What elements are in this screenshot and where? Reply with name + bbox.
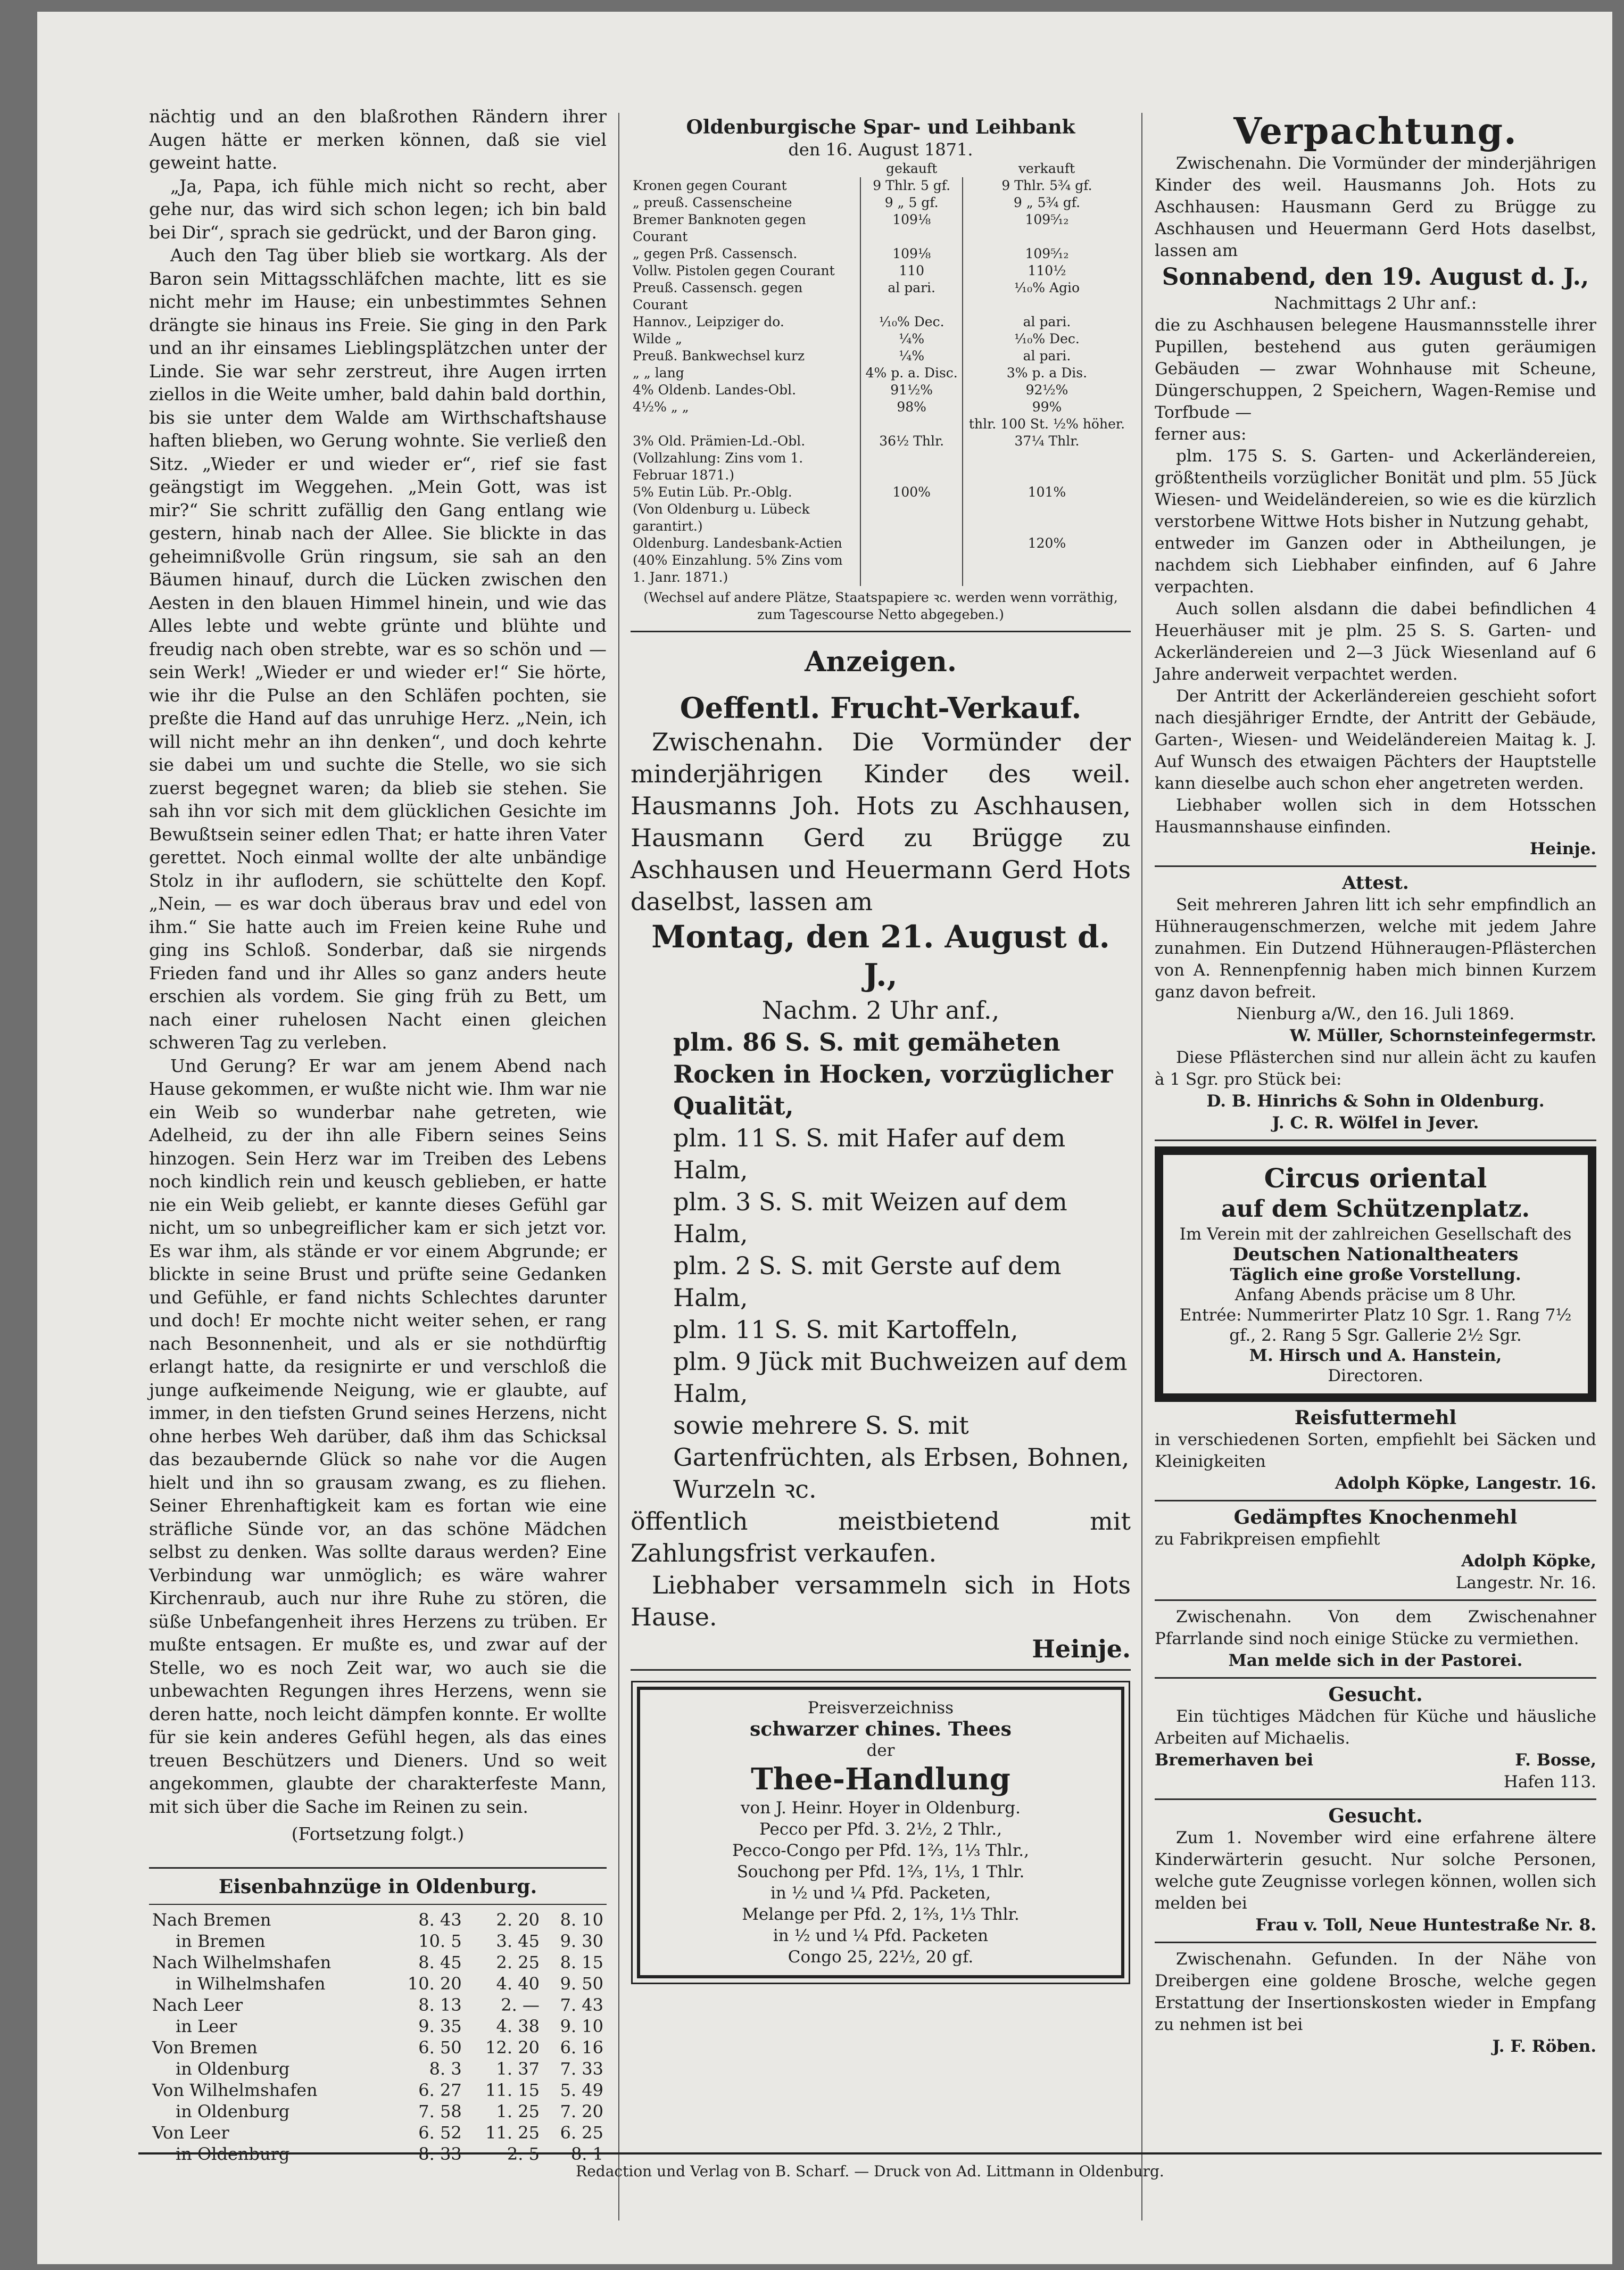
- bank-head-bought: gekauft: [886, 161, 938, 176]
- bank-row: [631, 194, 1131, 211]
- thee-price: Congo 25, 22½, 20 gf.: [788, 1947, 974, 1967]
- bank-rate: ¹⁄₁₀% Agio: [963, 279, 1131, 313]
- railway-route: in Oldenburg: [176, 2058, 290, 2079]
- bank-rate: [860, 501, 963, 535]
- bank-row: [631, 399, 1131, 416]
- attest-note: Diese Pflästerchen sind nur allein ächt zu kaufen à 1 Sgr. pro Stück bei:: [1155, 1048, 1596, 1089]
- circus-title: Circus oriental: [1264, 1162, 1487, 1194]
- railway-time: 6. 16: [560, 2037, 603, 2058]
- reisfutter-text: in verschiedenen Sorten, empfiehlt bei Säcken und Kleinigkeiten: [1155, 1430, 1596, 1471]
- railway-time: 2. 20: [496, 1909, 540, 1930]
- bank-rate: thlr. 100 St. ½% höher.: [963, 416, 1131, 433]
- thee-price: in ½ und ¼ Pfd. Packeten: [773, 1926, 989, 1945]
- bank-item: Wilde „: [633, 331, 682, 346]
- frucht-time: Nachm. 2 Uhr anf.,: [761, 996, 1000, 1025]
- railway-route: in Oldenburg: [176, 2143, 290, 2164]
- column-3: [1155, 110, 1596, 2058]
- bank-rate: 109⁵⁄₁₂: [963, 245, 1131, 262]
- bank-rate: ¹⁄₁₀% Dec.: [860, 313, 963, 331]
- bank-rate: 109⅛: [860, 245, 963, 262]
- bank-item: „ gegen Prß. Cassensch.: [633, 246, 798, 261]
- bank-rate: ¹⁄₁₀% Dec.: [963, 331, 1131, 348]
- railway-time: 8. 13: [418, 1994, 462, 2015]
- gefunden-signer: J. F. Röben.: [1492, 2037, 1596, 2056]
- railway-route: Von Wilhelmshafen: [152, 2079, 318, 2100]
- bank-item: Vollw. Pistolen gegen Courant: [633, 263, 835, 278]
- railway-row: [149, 1994, 607, 2016]
- railway-route: Nach Bremen: [152, 1909, 271, 1930]
- railway-time: 7. 58: [418, 2101, 462, 2122]
- railway-time: 9. 30: [560, 1930, 603, 1951]
- bank-item: 3% Old. Prämien-Ld.-Obl.: [633, 433, 806, 449]
- bank-item: „ preuß. Cassenscheine: [633, 195, 792, 210]
- bank-date: den 16. August 1871.: [788, 139, 973, 160]
- attest-seller: J. C. R. Wölfel in Jever.: [1272, 1113, 1479, 1133]
- newspaper-page: [37, 12, 1612, 2264]
- verpachtung-time: Nachmittags 2 Uhr anf.:: [1274, 294, 1477, 313]
- circus-subtitle: auf dem Schützenplatz.: [1221, 1195, 1530, 1223]
- railway-time: 8. 33: [418, 2143, 462, 2164]
- bank-rate: 110½: [963, 262, 1131, 279]
- bank-rate: ¼%: [860, 348, 963, 365]
- railway-time: 8. 43: [418, 1909, 462, 1930]
- bank-row: [631, 552, 1131, 586]
- bank-row: [631, 484, 1131, 501]
- verpachtung-body: Auch sollen alsdann die dabei befindlichen 4 Heuerhäuser mit je plm. 25 S. S. Garten- und Ackerländereien und 2—3 Jück Wiesenland auf 6 Jahre anderweit verpachtet werden.: [1155, 599, 1596, 684]
- gesucht-text: Zum 1. November wird eine erfahrene ältere Kinderwärterin gesucht. Nur solche Personen, welche gute Zeugnisse vorlegen können, wollen sich melden bei: [1155, 1828, 1596, 1913]
- bank-rate: 9 „ 5¾ gf.: [963, 194, 1131, 211]
- railway-time: 8. 45: [418, 1952, 462, 1972]
- bank-head-sold: verkauft: [1018, 161, 1075, 176]
- gesucht-line: [1155, 1749, 1596, 1771]
- railway-time: 8. 10: [560, 1909, 603, 1930]
- frucht-item: plm. 3 S. S. mit Weizen auf dem Halm,: [673, 1187, 1067, 1248]
- bank-rate: al pari.: [963, 348, 1131, 365]
- frucht-item: plm. 2 S. S. mit Gerste auf dem Halm,: [673, 1251, 1062, 1312]
- bank-rate: al pari.: [860, 279, 963, 313]
- pfarre-text: Zwischenahn. Von dem Zwischenahner Pfarrlande sind noch einige Stücke zu vermiethen.: [1155, 1607, 1596, 1648]
- thee-price: in ½ und ¼ Pfd. Packeten,: [770, 1884, 991, 1903]
- bank-rate: 101%: [963, 484, 1131, 501]
- bank-note: (Wechsel auf andere Plätze, Staatspapiere ꝛc. werden wenn vorräthig, zum Tagescourse Netto abgegeben.): [643, 590, 1118, 622]
- gesucht-place: Bremerhaven bei: [1155, 1751, 1313, 1770]
- bank-row: [631, 262, 1131, 279]
- bank-rate: [860, 416, 963, 433]
- railway-row: [149, 2037, 607, 2058]
- bank-item: Hannov., Leipziger do.: [633, 314, 784, 329]
- attest-signer: W. Müller, Schornsteinfegermstr.: [1289, 1026, 1596, 1045]
- thee-owner: von J. Heinr. Hoyer in Oldenburg.: [741, 1798, 1021, 1818]
- bank-row: [631, 433, 1131, 450]
- bank-rate: 9 Thlr. 5 gf.: [860, 177, 963, 194]
- frucht-ad: [631, 690, 1131, 1665]
- railway-time: 9. 35: [418, 2016, 462, 2036]
- railway-time: 6. 25: [560, 2122, 603, 2143]
- bank-rate: [963, 501, 1131, 535]
- railway-time: 2. 25: [496, 1952, 540, 1972]
- bank-rate: [860, 552, 963, 586]
- verpachtung-intro: Zwischenahn. Die Vormünder der minderjährigen Kinder des weil. Hausmanns Joh. Hots zu Aschhausen: Hausmann Gerd zu Brügge zu Aschhausen und Heuermann Gerd Hots daselbst, lassen am: [1155, 154, 1596, 260]
- bank-item: Oldenburg. Landesbank-Actien: [633, 535, 842, 551]
- thee-line2: schwarzer chines. Thees: [750, 1718, 1012, 1740]
- gefunden-text: Zwischenahn. Gefunden. In der Nähe von Dreibergen eine goldene Brosche, welche gegen Erstattung der Insertionskosten wieder in Empfang zu nehmen ist bei: [1155, 1950, 1596, 2034]
- bank-row: [631, 331, 1131, 348]
- railway-time: 3. 45: [496, 1930, 540, 1951]
- knochen-text: zu Fabrikpreisen empfiehlt: [1155, 1530, 1380, 1549]
- thee-ad: [637, 1687, 1124, 1978]
- circus-line: Anfang Abends präcise um 8 Uhr.: [1234, 1285, 1517, 1305]
- frucht-item: plm. 9 Jück mit Buchweizen auf dem Halm,: [673, 1347, 1128, 1408]
- railway-table: [149, 1909, 607, 2165]
- railway-route: in Leer: [176, 2016, 237, 2036]
- knochen-address: Langestr. Nr. 16.: [1455, 1573, 1596, 1592]
- railway-time: 9. 50: [560, 1973, 603, 1994]
- bank-rate: 36½ Thlr.: [860, 433, 963, 450]
- railway-time: 8. 3: [429, 2058, 462, 2079]
- column-2: [631, 115, 1131, 1978]
- verpachtung-body: ferner aus:: [1155, 425, 1247, 444]
- railway-time: 2. 5: [507, 2143, 540, 2164]
- story-paragraph: „Ja, Papa, ich fühle mich nicht so recht, aber gehe nur, das wird sich schon legen; ich bin bald bei Dir“, sprach sie gedrückt, und der Baron ging.: [149, 175, 607, 243]
- frucht-title: Oeffentl. Frucht-Verkauf.: [680, 691, 1082, 725]
- railway-time: 7. 20: [560, 2101, 603, 2122]
- thee-line1: Preisverzeichniss: [807, 1698, 954, 1718]
- bank-row: [631, 535, 1131, 552]
- frucht-intro: Zwischenahn. Die Vormünder der minderjährigen Kinder des weil. Hausmanns Joh. Hots zu Aschhausen, Hausmann Gerd zu Brügge zu Aschhausen und Heuermann Gerd Hots daselbst, lassen am: [631, 728, 1131, 916]
- railway-row: [149, 1930, 607, 1952]
- bank-rate: 120%: [963, 535, 1131, 552]
- frucht-item: plm. 11 S. S. mit Hafer auf dem Halm,: [673, 1124, 1066, 1184]
- bank-item: 4% Oldenb. Landes-Obl.: [633, 382, 797, 398]
- story-paragraph: nächtig und an den blaßrothen Rändern ihrer Augen hätte er merken können, daß sie viel geweint hatte.: [149, 106, 607, 173]
- railway-time: 10. 20: [407, 1973, 462, 1994]
- railway-row: [149, 1909, 607, 1930]
- railway-row: [149, 2016, 607, 2037]
- railway-time: 7. 43: [560, 1994, 603, 2015]
- knochen-title: Gedämpftes Knochenmehl: [1233, 1506, 1518, 1529]
- column-1: [149, 105, 607, 2165]
- railway-time: 1. 25: [496, 2101, 540, 2122]
- verpachtung-body: entweder im Ganzen oder in Abtheilungen, je nachdem sich Liebhaber einfinden, auf 6 Jahre verpachten.: [1155, 534, 1596, 597]
- bank-row: [631, 501, 1131, 535]
- bank-row: [631, 365, 1131, 382]
- continuation-note: (Fortsetzung folgt.): [291, 1823, 465, 1844]
- bank-rate: 110: [860, 262, 963, 279]
- bank-item: „ „ lang: [633, 365, 684, 381]
- railway-route: Nach Wilhelmshafen: [152, 1952, 332, 1972]
- bank-rate: 109⁵⁄₁₂: [963, 211, 1131, 245]
- verpachtung-body: plm. 175 S. S. Garten- und Ackerländereien, größtentheils vorzüglicher Bonität und plm. 55 Jück Wiesen- und Weideländereien, so wie es die kürzlich verstorbene Wittwe Hots bisher in Nutzung gehabt,: [1155, 447, 1596, 531]
- footer-imprint: Redaction und Verlag von B. Scharf. — Druck von Ad. Littmann in Oldenburg.: [576, 2162, 1164, 2180]
- verpachtung-body: Der Antritt der Ackerländereien geschieht sofort nach diesjähriger Erndte, der Antritt der Gebäude, Garten-, Wiesen- und Weideländereien Maitag k. J. Auf Wunsch des etwaigen Pächters der Hauptstelle kann dieselbe auch schon eher angetreten werden.: [1155, 687, 1596, 793]
- attest-text: Seit mehreren Jahren litt ich sehr empfindlich an Hühneraugenschmerzen, welche mit jedem Jahre zunahmen. Ein Dutzend Hühneraugen-Pflästerchen von A. Rennenpfennig haben mich binnen Kurzem ganz davon befreit.: [1155, 895, 1596, 1002]
- bank-title: Oldenburgische Spar- und Leihbank: [686, 116, 1075, 138]
- railway-row: [149, 2058, 607, 2079]
- pfarre-bold: Man melde sich in der Pastorei.: [1228, 1651, 1523, 1670]
- bank-item: Bremer Banknoten gegen Courant: [633, 212, 806, 244]
- railway-time: 9. 10: [560, 2016, 603, 2036]
- railway-route: in Wilhelmshafen: [176, 1973, 326, 1994]
- frucht-signature: Heinje.: [1032, 1635, 1131, 1663]
- bank-rate: [860, 535, 963, 552]
- railway-route: Nach Leer: [152, 1994, 243, 2015]
- railway-route: in Bremen: [176, 1930, 266, 1951]
- bank-rate: 99%: [963, 399, 1131, 416]
- railway-time: 5. 49: [560, 2079, 603, 2100]
- bank-item: Kronen gegen Courant: [633, 178, 787, 193]
- bank-row: [631, 382, 1131, 399]
- bank-row: [631, 416, 1131, 433]
- bank-item: Preuß. Cassensch. gegen Courant: [633, 280, 803, 312]
- railway-time: 8. 1: [570, 2143, 603, 2164]
- bank-item: Preuß. Bankwechsel kurz: [633, 348, 805, 364]
- railway-time: 4. 40: [496, 1973, 540, 1994]
- thee-price: Melange per Pfd. 2, 1⅔, 1⅓ Thlr.: [742, 1905, 1020, 1924]
- circus-directors-title: Directoren.: [1328, 1366, 1423, 1385]
- bank-rate: 109⅛: [860, 211, 963, 245]
- railway-row: [149, 2122, 607, 2143]
- story-paragraph: Auch den Tag über blieb sie wortkarg. Als der Baron sein Mittagsschläfchen machte, litt es sie nicht mehr im Hause; ein unbestimmtes Sehnen drängte sie hinaus ins Freie. Sie ging in den Park und an ihr einsames Lieblingsplätzchen unter der Linde. Sie war sehr zerstreut, ihre Augen irrten ziellos in die Weite umher, bald dahin bald dorthin, bis sie unter dem Walde am Wirthschaftshause haften blieben, wo Gerung wohnte. Sie verließ den Sitz. „Wieder er und wieder er“, rief sie fast geängstigt im Weggehen. „Mein Gott, was ist mir?“ Sie schritt zufällig den Gang entlang wie gestern, hinab nach der Allee. Sie blickte in das geheimnißvolle Grün ringsum, sie sah an den Bäumen hinauf, durch die Lücken zwischen den Aesten in den blauen Himmel hinein, und wie das Alles lebte und webte grünte und blühte und freudig nach oben strebte, war es so schön und — sein Werk! „Wieder er und wieder er!“ Sie hörte, wie ihr die Pulse an den Schläfen pochten, sie preßte die Hand auf das unruhige Herz. „Nein, ich will nicht mehr an ihn denken“, und doch kehrte sie dabei um und suchte die Stelle, wo sie sich zuerst begegnet waren; da blieb sie stehen. Sie sah ihn vor sich mit dem glücklichen Gesichte im Bewußtsein seiner edlen That; er hatte ihren Vater gerettet. Noch einmal wollte der alte unbändige Stolz in ihr auflodern, sie schüttelte den Kopf. „Nein, — es war doch überaus brav und edel von ihm.“ Sie hatte auch im Freien keine Ruhe und ging ins Schloß. Sonderbar, daß sie nirgends Frieden fand und ihr Alles so ganz anders heute erschien als vordem. Sie ging früh zu Bett, um nach einer ruhelosen Nacht einen gleichen schweren Tag zu verleben.: [149, 245, 607, 1053]
- bank-item: 5% Eutin Lüb. Pr.-Oblg.: [633, 484, 792, 500]
- bank-rate: 9 Thlr. 5¾ gf.: [963, 177, 1131, 194]
- frucht-item: sowie mehrere S. S. mit Gartenfrüchten, als Erbsen, Bohnen, Wurzeln ꝛc.: [673, 1411, 1130, 1504]
- frucht-item: plm. 86 S. S. mit gemäheten Rocken in Hocken, vorzüglicher Qualität,: [673, 1028, 1113, 1120]
- railway-route: Von Bremen: [152, 2037, 258, 2058]
- railway-time: 12. 20: [485, 2037, 540, 2058]
- railway-row: [149, 2101, 607, 2122]
- railway-route: in Oldenburg: [176, 2101, 290, 2122]
- bank-rate: al pari.: [963, 313, 1131, 331]
- gesucht-address: Hafen 113.: [1503, 1772, 1596, 1792]
- railway-time: 8. 15: [560, 1952, 603, 1972]
- gesucht-signer: Frau v. Toll, Neue Huntestraße Nr. 8.: [1255, 1916, 1596, 1935]
- reisfutter-title: Reisfuttermehl: [1294, 1407, 1457, 1429]
- story-paragraph: Und Gerung? Er war am jenem Abend nach Hause gekommen, er wußte nicht wie. Ihm war nie ein Weib so wunderbar nahe getreten, wie Adelheid, zu der ihn alle Fibern seines Seins hinzogen. Sein Herz war im Treiben des Lebens noch kindlich rein und keusch geblieben, er hatte nie ein Weib geliebt, er kannte dieses Gefühl gar nicht, um so unbegreiflicher kam er sich jetzt vor. Es war ihm, als stände er vor einem Abgrunde; er blickte in seine Brust und prüfte seine Gedanken und Gefühle, er fand nichts Schlechtes darunter und doch! Er mochte nicht weiter sehen, er rang nach Besonnenheit, und als er sie nothdürftig erlangt hatte, da resignirte er und verschloß die junge aufkeimende Neigung, wie er glaubte, auf immer, in den tiefsten Grund seines Herzens, nicht ohne herbes Weh darüber, daß ihm das Schicksal das bezaubernde Glück so nahe vor die Augen hielt und ihn so grausam zwang, es zu fliehen. Seiner Ehrenhaftigkeit kam es fortan wie eine sträfliche Sünde vor, an das schöne Mädchen selbst zu denken. Was sollte daraus werden? Eine Verbindung war unmöglich; es wäre wahrer Kirchenraub, auch nur ihre Ruhe zu stören, die süße Unbefangenheit ihres Herzens zu trüben. Er mußte entsagen. Er mußte es, und zwar auf der Stelle, wo es noch Zeit war, wo auch sie die unbewachten Regungen ihres Herzens, wenn sie deren hatte, noch leicht dämpfen konnte. Er wollte für sie kein anderes Gefühl hegen, als das eines treuen Beschützers und Dieners. Und so weit angekommen, glaubte der charakterfeste Mann, mit sich über die Sache im Reinen zu sein.: [149, 1055, 607, 1817]
- railway-route: Von Leer: [152, 2122, 229, 2143]
- bank-rate: 9 „ 5 gf.: [860, 194, 963, 211]
- railway-time: 4. 38: [496, 2016, 540, 2036]
- bank-rate: 4% p. a. Disc.: [860, 365, 963, 382]
- bank-rate: 3% p. a Dis.: [963, 365, 1131, 382]
- railway-row: [149, 1973, 607, 1994]
- bank-item: 4½% „ „: [633, 399, 689, 415]
- railway-title: Eisenbahnzüge in Oldenburg.: [218, 1875, 537, 1898]
- railway-time: 6. 50: [418, 2037, 462, 2058]
- frucht-date: Montag, den 21. August d. J.,: [651, 919, 1110, 993]
- frucht-item: plm. 11 S. S. mit Kartoffeln,: [673, 1315, 1018, 1344]
- frucht-closing: Liebhaber versammeln sich in Hots Hause.: [631, 1571, 1131, 1631]
- thee-title: Thee-Handlung: [751, 1762, 1010, 1797]
- bank-row: [631, 177, 1131, 194]
- bank-rates-table: [631, 160, 1131, 586]
- circus-ad: [1155, 1146, 1596, 1402]
- verpachtung-body: die zu Aschhausen belegene Hausmannsstelle ihrer Pupillen, bestehend aus guten geräumigen Gebäuden — zwar Wohnhause mit Scheune, Düngerschuppen, 2 Speichern, Wagen-Remise und Torfbude —: [1155, 316, 1596, 422]
- circus-directors: M. Hirsch und A. Hanstein,: [1249, 1346, 1502, 1365]
- column-divider: [1141, 113, 1142, 2221]
- bank-item: [631, 416, 860, 433]
- bank-rate: 92½%: [963, 382, 1131, 399]
- attest-title: Attest.: [1342, 872, 1409, 894]
- circus-line: Deutschen Nationaltheaters: [1232, 1244, 1519, 1265]
- circus-line: Entrée: Nummerirter Platz 10 Sgr. 1. Rang 7½ gf., 2. Rang 5 Sgr. Gallerie 2½ Sgr.: [1179, 1306, 1572, 1345]
- bank-rate: [963, 450, 1131, 484]
- bank-row: [631, 245, 1131, 262]
- bank-rate: 37¼ Thlr.: [963, 433, 1131, 450]
- gesucht-title: Gesucht.: [1328, 1805, 1423, 1827]
- railway-time: 7. 33: [560, 2058, 603, 2079]
- footer-rule: [138, 2152, 1602, 2155]
- ads-heading: Anzeigen.: [805, 646, 957, 678]
- attest-seller: D. B. Hinrichs & Sohn in Oldenburg.: [1206, 1092, 1545, 1111]
- circus-line: Im Verein mit der zahlreichen Gesellschaft des: [1179, 1225, 1572, 1244]
- verpachtung-body: Liebhaber wollen sich in dem Hotsschen Hausmannshause einfinden.: [1155, 796, 1596, 837]
- thee-prices: [650, 1819, 1112, 1968]
- railway-time: 1. 37: [496, 2058, 540, 2079]
- bank-row: [631, 313, 1131, 331]
- bank-rate: [860, 450, 963, 484]
- railway-time: 6. 52: [418, 2122, 462, 2143]
- attest-date: Nienburg a/W., den 16. Juli 1869.: [1236, 1004, 1515, 1023]
- railway-row: [149, 1952, 607, 1973]
- circus-line: Täglich eine große Vorstellung.: [1230, 1265, 1521, 1284]
- railway-time: 10. 5: [418, 1930, 462, 1951]
- bank-rate: [963, 552, 1131, 586]
- bank-rate: 98%: [860, 399, 963, 416]
- gesucht-text: Ein tüchtiges Mädchen für Küche und häusliche Arbeiten auf Michaelis.: [1155, 1707, 1596, 1748]
- bank-row: [631, 279, 1131, 313]
- bank-item: (Vollzahlung: Zins vom 1. Februar 1871.): [633, 450, 803, 483]
- bank-rate: 91½%: [860, 382, 963, 399]
- railway-row: [149, 2079, 607, 2101]
- frucht-outro: öffentlich meistbietend mit Zahlungsfrist verkaufen.: [631, 1507, 1131, 1567]
- railway-time: 11. 25: [485, 2122, 540, 2143]
- column-divider: [618, 113, 619, 2221]
- thee-price: Pecco-Congo per Pfd. 1⅔, 1⅓ Thlr.,: [732, 1841, 1029, 1860]
- bank-row: [631, 450, 1131, 484]
- thee-line3: der: [866, 1741, 895, 1760]
- verpachtung-date: Sonnabend, den 19. August d. J.,: [1162, 263, 1589, 291]
- verpachtung-signature: Heinje.: [1529, 839, 1596, 859]
- bank-item: (40% Einzahlung. 5% Zins vom 1. Janr. 1871.): [633, 552, 843, 585]
- gesucht-title: Gesucht.: [1328, 1683, 1423, 1706]
- knochen-signer: Adolph Köpke,: [1461, 1551, 1596, 1571]
- thee-price: Pecco per Pfd. 3. 2½, 2 Thlr.,: [759, 1820, 1002, 1839]
- reisfutter-signer: Adolph Köpke, Langestr. 16.: [1335, 1474, 1596, 1493]
- railway-time: 6. 27: [418, 2079, 462, 2100]
- gesucht-signer: F. Bosse,: [1515, 1751, 1596, 1770]
- bank-rate: 100%: [860, 484, 963, 501]
- railway-time: 2. —: [501, 1994, 540, 2015]
- thee-price: Souchong per Pfd. 1⅔, 1⅓, 1 Thlr.: [736, 1862, 1025, 1881]
- bank-rate: ¼%: [860, 331, 963, 348]
- bank-row: [631, 211, 1131, 245]
- railway-time: 11. 15: [485, 2079, 540, 2100]
- frucht-items: [631, 1026, 1131, 1505]
- verpachtung-title: Verpachtung.: [1233, 110, 1518, 153]
- bank-row: [631, 348, 1131, 365]
- bank-item: (Von Oldenburg u. Lübeck garantirt.): [633, 501, 810, 534]
